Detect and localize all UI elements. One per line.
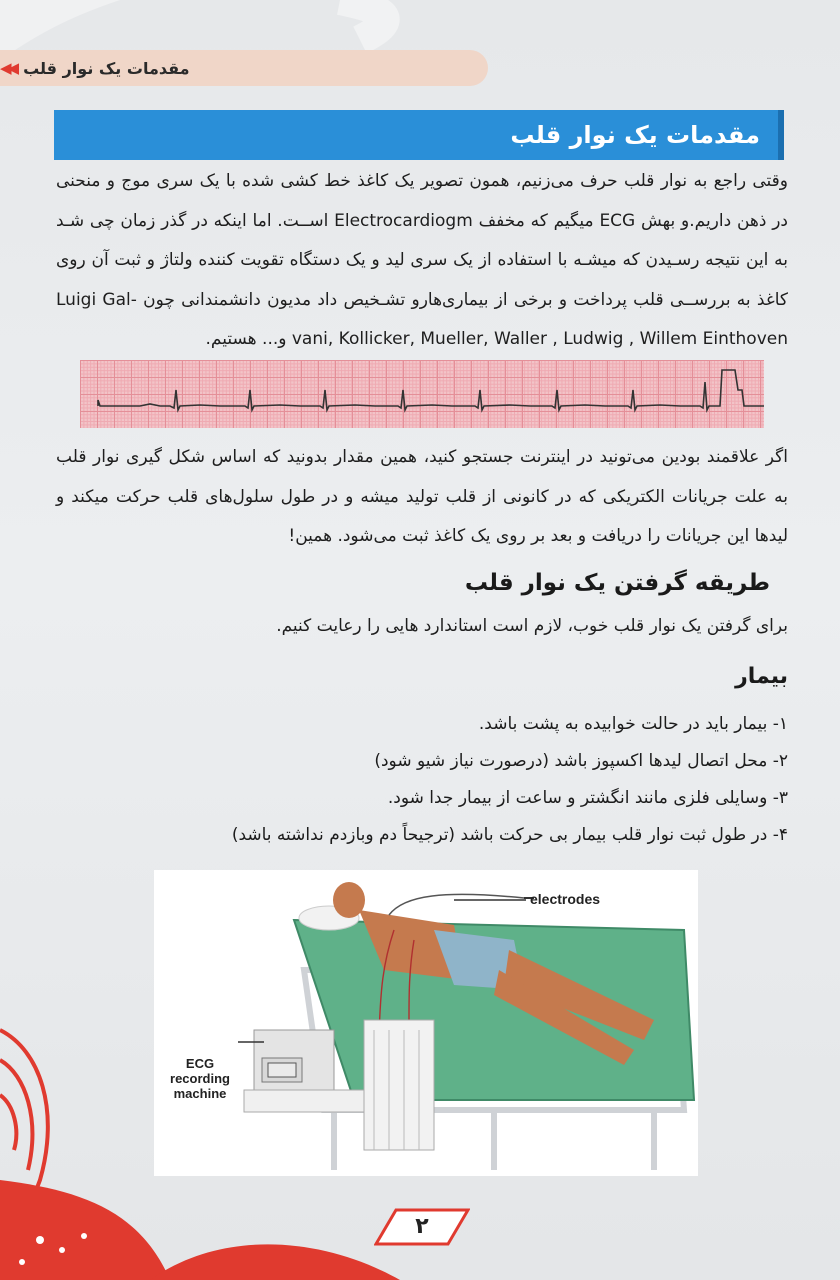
list-item: ۳- وسایلی فلزی مانند انگشتر و ساعت از بیمار جدا شود.: [387, 788, 788, 808]
list-item: ۲- محل اتصال لیدها اکسپوز باشد (درصورت نیاز شیو شود): [374, 751, 788, 771]
double-arrow-icon: ◀◀: [0, 59, 16, 77]
ecg-setup-illustration: [154, 870, 698, 1176]
intro-paragraph: وقتی راجع به نوار قلب حرف می‌زنیم، همون تصویر یک کاغذ خط کشی شده با یک سری موج و منحنی در ذهن داریم.و بهش ECG میگیم که مخفف Electrocardiogm اســت. اما اینکه در گذر زمان چی شـد به این نتیجه رسـیدن که میشـه با استفاده از یک سری لید و یک دستگاه تقویت کننده ولتاژ و ثبت آن روی کاغذ به بررســی قلب پرداخت و برخی از بیماری‌هارو تشـخیص داد مدیون دانشمندانی چون Luigi Gal-vani, Kollicker, Mueller, Waller , Ludwig , Willem Einthoven و... هستیم.: [56, 171, 788, 349]
method-intro: برای گرفتن یک نوار قلب خوب، لازم است استاندارد هایی را رعایت کنیم.: [276, 616, 788, 636]
heading-method: طریقه گرفتن یک نوار قلب: [464, 570, 770, 596]
ecg-strip-image: [80, 360, 764, 428]
body-paragraph: اگر علاقمند بودین می‌تونید در اینترنت جستجو کنید، همین مقدار بدونید که اساس شکل گیری نوار قلب به علت جریانات الکتریکی که در کانونی از قلب تولید میشه و در طول سلول‌های قلب حرکت میکند و لیدها این جریانات را دریافت و بعد بر روی یک کاغذ ثبت می‌شود. همین!: [56, 447, 788, 546]
patient-steps-list: [232, 706, 788, 854]
label-electrodes: electrodes: [530, 891, 601, 907]
running-title: مقدمات یک نوار قلب: [23, 58, 190, 78]
label-ecg-machine: ECG recording machine: [170, 1056, 230, 1101]
page-number-badge: [374, 1206, 470, 1246]
page-number: ۲: [415, 1213, 429, 1239]
section-title-bar: [54, 110, 784, 160]
list-item: ۴- در طول ثبت نوار قلب بیمار بی حرکت باشد (ترجیحاً دم وبازدم نداشته باشد): [231, 825, 788, 845]
heading-patient: بیمار: [735, 664, 788, 689]
running-header: [0, 50, 488, 86]
section-title: مقدمات یک نوار قلب: [510, 121, 760, 149]
list-item: ۱- بیمار باید در حالت خوابیده به پشت باشد.: [478, 714, 788, 734]
